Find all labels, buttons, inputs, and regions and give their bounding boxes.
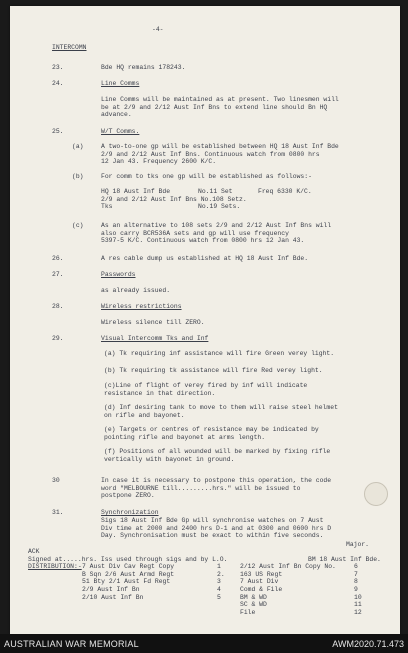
distribution-copy-number: 9 <box>354 586 358 593</box>
list-item-text: resistance in that direction. <box>104 389 216 397</box>
para-number: 31. <box>52 509 64 516</box>
distribution-entry: 2/10 Aust Inf Bn <box>82 593 144 601</box>
para-text: 12 Jan 43. Frequency 2600 K/C. <box>101 158 217 166</box>
para-text: postpone ZERO. <box>101 492 155 500</box>
section-heading-intercomn: INTERCOMN <box>52 44 87 51</box>
table-cell: 2/9 and 2/12 Aust Inf Bns No.108 Setz. <box>101 195 247 203</box>
para-text: 2/9 and 2/12 Aust Inf Bns. Continuous watch from 0800 hrs <box>101 150 320 158</box>
list-item-text: (a) Tk requiring inf assistance will fire Green verey light. <box>104 350 335 357</box>
archive-footer <box>0 634 408 653</box>
signoff-major: Major. <box>346 541 370 548</box>
subpara-number: (a) <box>72 143 84 150</box>
list-item-text: vertically with bayonet in ground. <box>104 455 235 463</box>
distribution-copy-number: 3 <box>217 578 221 586</box>
para-heading: W/T Comms. <box>101 128 140 135</box>
para-number: 27. <box>52 271 64 278</box>
distribution-copy-number: 2. <box>217 570 225 578</box>
distribution-entry: SC & WD <box>240 601 267 609</box>
para-text: Day. Synchronisation must be exact to within five seconds. <box>101 532 324 540</box>
para-text: 5397-5 K/C. Continuous watch from 0800 hrs 12 Jan 43. <box>101 237 305 245</box>
distribution-copy-number: 7 <box>354 570 358 578</box>
list-item-text: (f) Positions of all wounded will be marked by fixing rifle <box>104 448 331 455</box>
distribution-entry: File <box>240 608 256 616</box>
para-text: Wireless silence till ZERO. <box>101 319 205 326</box>
distribution-entry: 2/12 Aust Inf Bn Copy No. <box>240 563 336 571</box>
para-number: 24. <box>52 80 64 87</box>
para-text: Line Comms will be maintained as at present. Two linesmen will <box>101 96 339 103</box>
para-heading: Synchronization <box>101 509 159 516</box>
para-heading: Passwords <box>101 271 136 278</box>
para-text: Bde HQ remains 178243. <box>101 64 186 71</box>
para-number: 29. <box>52 335 64 342</box>
distribution-entry: 51 Bty 2/1 Aust Fd Regt <box>82 578 171 586</box>
para-number: 30 <box>52 477 60 484</box>
para-text: Sigs 18 Aust Inf Bde Gp will synchronise watches on 7 Aust <box>101 517 324 524</box>
para-text: advance. <box>101 111 132 119</box>
para-text: In case it is necessary to postpone this operation, the code <box>101 477 332 484</box>
distribution-entry: 7 Aust Div Cav Regt Copy <box>82 563 175 571</box>
table-cell: HQ 18 Aust Inf Bde <box>101 188 171 195</box>
para-text: be at 2/9 and 2/12 Aust Inf Bns to extend line should Bn HQ <box>101 103 328 111</box>
list-item-text: (e) Targets or centres of resistance may be indicated by <box>104 426 319 433</box>
list-item-text: (b) Tk requiring tk assistance will fire Red verey light. <box>104 367 323 374</box>
subpara-number: (c) <box>72 222 84 229</box>
distribution-copy-number: 6 <box>354 563 358 571</box>
signoff-ack: ACK <box>28 548 40 555</box>
distribution-copy-number: 11 <box>354 601 362 609</box>
table-cell: No.11 Set <box>198 188 233 195</box>
distribution-entry: BM & WD <box>240 593 267 601</box>
page-number: -4- <box>152 26 164 33</box>
list-item-text: on rifle and bayonet. <box>104 411 185 419</box>
archive-name: AUSTRALIAN WAR MEMORIAL <box>4 639 139 649</box>
punch-hole <box>364 482 388 506</box>
list-item-text: pointing rifle and bayonet at arms length. <box>104 433 266 441</box>
list-item-text: (d) Inf desiring tank to move to them will raise steel helmet <box>104 404 338 411</box>
signoff-signed: Signed at.....hrs. Iss used through sigs and by L.O. <box>28 555 228 563</box>
para-text: as already issued. <box>101 287 171 294</box>
table-cell: Freq 6330 K/C. <box>258 188 312 195</box>
subpara-number: (b) <box>72 173 84 180</box>
para-text: A two-to-one gp will be established between HQ 18 Aust Inf Bde <box>101 143 339 150</box>
distribution-entry: 2/9 Aust Inf Bn <box>82 586 140 593</box>
para-number: 28. <box>52 303 64 310</box>
distribution-copy-number: 8 <box>354 578 358 586</box>
para-text: For comm to tks one gp will be established as follows:- <box>101 173 312 180</box>
para-text: Div time at 2000 and 2400 hrs D-1 and at 0300 and 0600 hrs D <box>101 524 332 532</box>
table-cell: No.19 Sets. <box>198 203 241 211</box>
para-number: 23. <box>52 64 64 71</box>
distribution-copy-number: 1 <box>217 563 221 571</box>
table-cell: Tks <box>101 203 113 211</box>
distribution-copy-number: 12 <box>354 608 362 616</box>
archive-reference: AWM2020.71.473 <box>332 639 404 649</box>
distribution-label: DISTRIBUTION:- <box>28 563 82 571</box>
para-text: As an alternative to 108 sets 2/9 and 2/12 Aust Inf Bns will <box>101 222 332 229</box>
distribution-entry: 7 Aust Div <box>240 578 279 586</box>
para-heading: Wireless restrictions <box>101 303 182 310</box>
distribution-entry: B Sqn 2/6 Aust Armd Regt <box>82 570 175 578</box>
distribution-copy-number: 4 <box>217 586 221 593</box>
document-page <box>10 6 400 634</box>
para-heading: Visual Intercomm Tks and Inf <box>101 335 209 342</box>
para-heading: Line Comms <box>101 80 140 87</box>
distribution-entry: Comd & File <box>240 586 283 593</box>
para-number: 26. <box>52 255 64 262</box>
list-item-text: (c)Line of flight of verey fired by inf will indicate <box>104 382 308 389</box>
para-text: word "MELBOURNE till.........hrs." will be issued to <box>101 484 301 492</box>
signoff-bm: BM 18 Aust Inf Bde. <box>308 555 381 563</box>
para-text: A res cable dump us established at HQ 18 Aust Inf Bde. <box>101 255 309 262</box>
para-number: 25. <box>52 128 64 135</box>
distribution-entry: 163 US Regt <box>240 570 283 578</box>
distribution-copy-number: 10 <box>354 593 362 601</box>
distribution-copy-number: 5 <box>217 593 221 601</box>
para-text: also carry BCR536A sets and gp will use frequency <box>101 229 289 237</box>
